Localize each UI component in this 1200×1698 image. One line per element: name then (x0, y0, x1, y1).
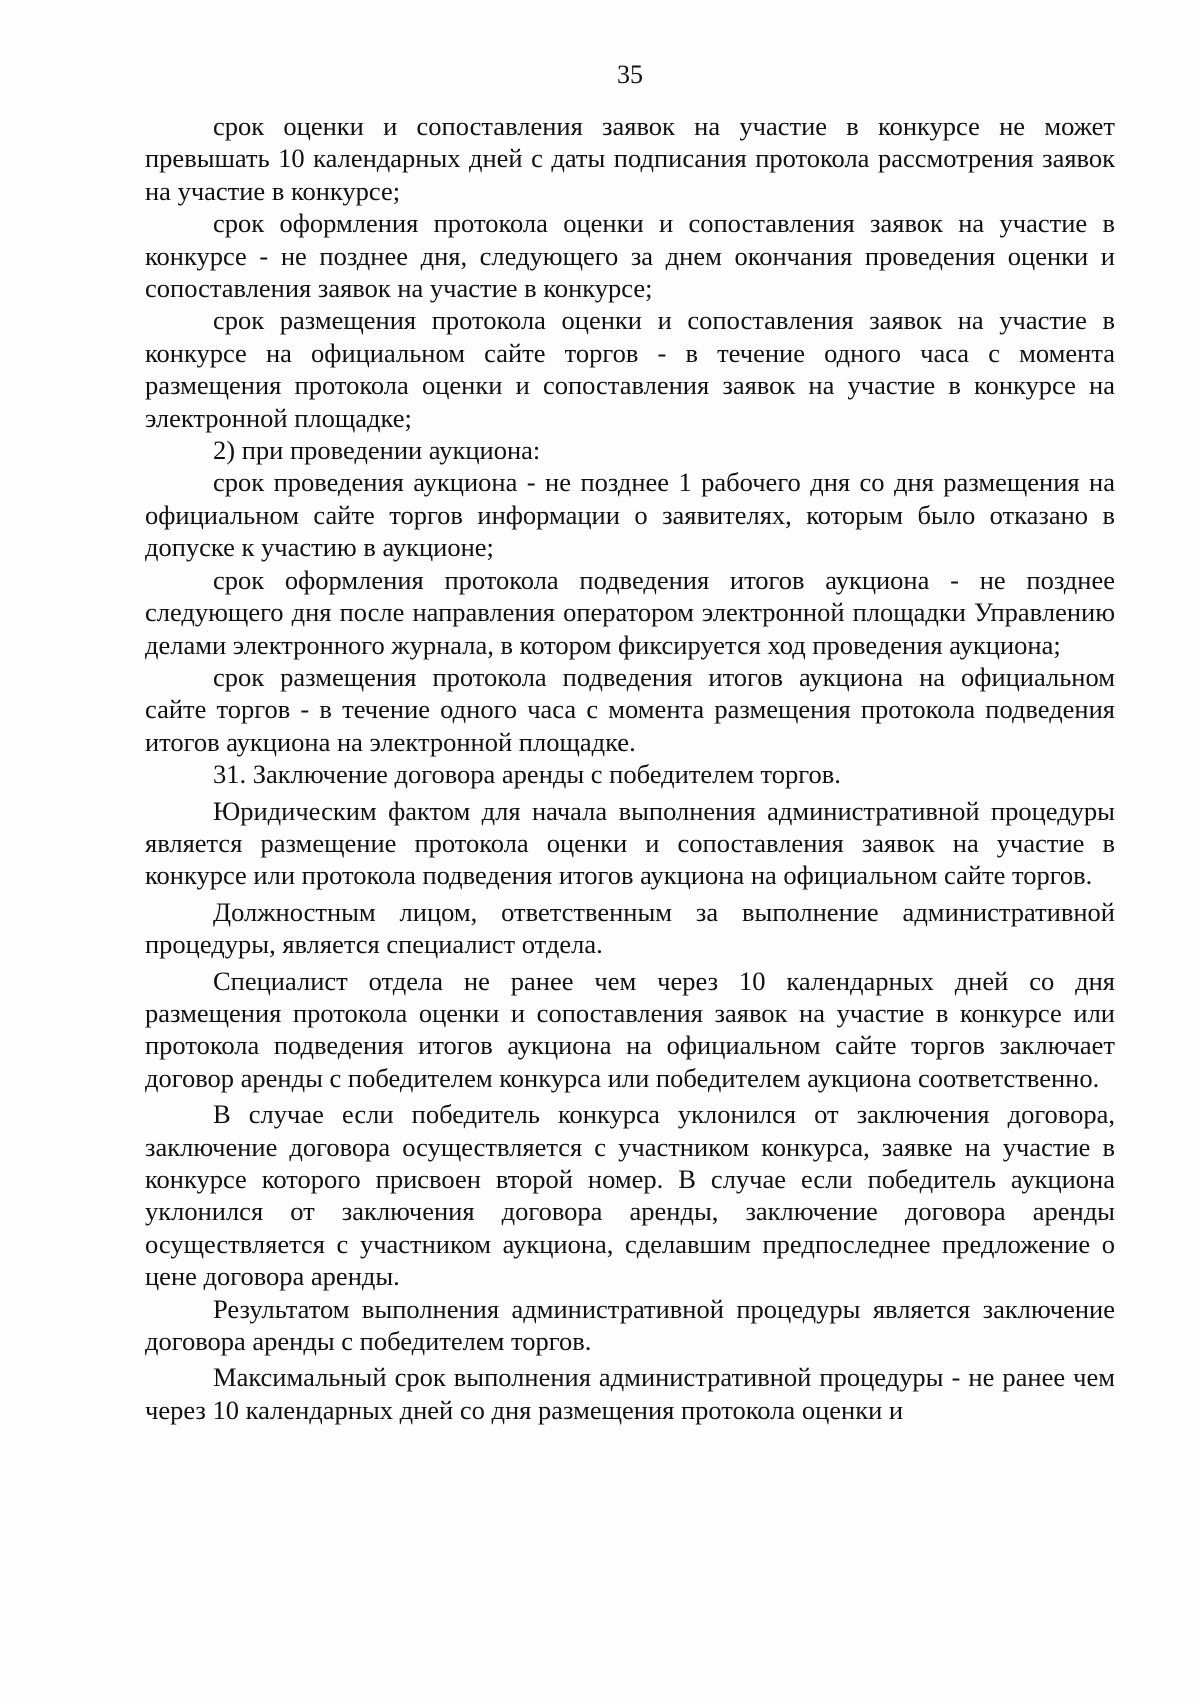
paragraph: Юридическим фактом для начала выполнения административной процедуры является размещение протокола оценки и сопоставления заявок на участие в конкурсе или протокола подведения итогов аукциона на официальном сайте торгов. (145, 795, 1115, 891)
paragraph: срок оформления протокола подведения итогов аукциона - не позднее следующего дня после направления оператором электронной площадки Управлению делами электронного журнала, в котором фиксируется ход проведения аукциона; (145, 564, 1115, 660)
paragraph: срок оценки и сопоставления заявок на участие в конкурсе не может превышать 10 календарных дней с даты подписания протокола рассмотрения заявок на участие в конкурсе; (145, 111, 1115, 206)
section-heading: 31. Заключение договора аренды с победителем торгов. (213, 759, 841, 790)
paragraph: Специалист отдела не ранее чем через 10 календарных дней со дня размещения протокола оценки и сопоставления заявок на участие в конкурсе или протокола подведения итогов аукциона на официальном сайте торгов заключает договор аренды с победителем конкурса или победителем аукциона соответственно. (145, 965, 1115, 1093)
paragraph: В случае если победитель конкурса уклонился от заключения договора, заключение договора осуществляется с участником конкурса, заявке на участие в конкурсе которого присвоен второй номер. В случае если победитель аукциона уклонился от заключения договора аренды, заключение договора аренды осуществляется с участником аукциона, сделавшим предпоследнее предложение о цене договора аренды. (145, 1099, 1115, 1292)
paragraph: Должностным лицом, ответственным за выполнение административной процедуры, является специалист отдела. (145, 896, 1115, 960)
paragraph: 2) при проведении аукциона: (213, 435, 541, 466)
paragraph: срок оформления протокола оценки и сопоставления заявок на участие в конкурсе - не позднее дня, следующего за днем окончания проведения оценки и сопоставления заявок на участие в конкурсе; (145, 208, 1115, 304)
paragraph: срок проведения аукциона - не позднее 1 рабочего дня со дня размещения на официальном сайте торгов информации о заявителях, которым было отказано в допуске к участию в аукционе; (145, 467, 1115, 563)
paragraph: Результатом выполнения административной процедуры является заключение договора аренды с победителем торгов. (145, 1293, 1115, 1357)
paragraph: срок размещения протокола подведения итогов аукциона на официальном сайте торгов - в течение одного часа с момента размещения протокола подведения итогов аукциона на электронной площадке. (145, 661, 1115, 757)
document-body (145, 110, 1115, 1426)
page-number: 35 (617, 60, 643, 89)
paragraph: срок размещения протокола оценки и сопоставления заявок на участие в конкурсе на официальном сайте торгов - в течение одного часа с момента размещения протокола оценки и сопоставления заявок на участие в конкурсе на электронной площадке; (145, 305, 1115, 433)
paragraph: Максимальный срок выполнения административной процедуры - не ранее чем через 10 календарных дней со дня размещения протокола оценки и (145, 1362, 1115, 1425)
